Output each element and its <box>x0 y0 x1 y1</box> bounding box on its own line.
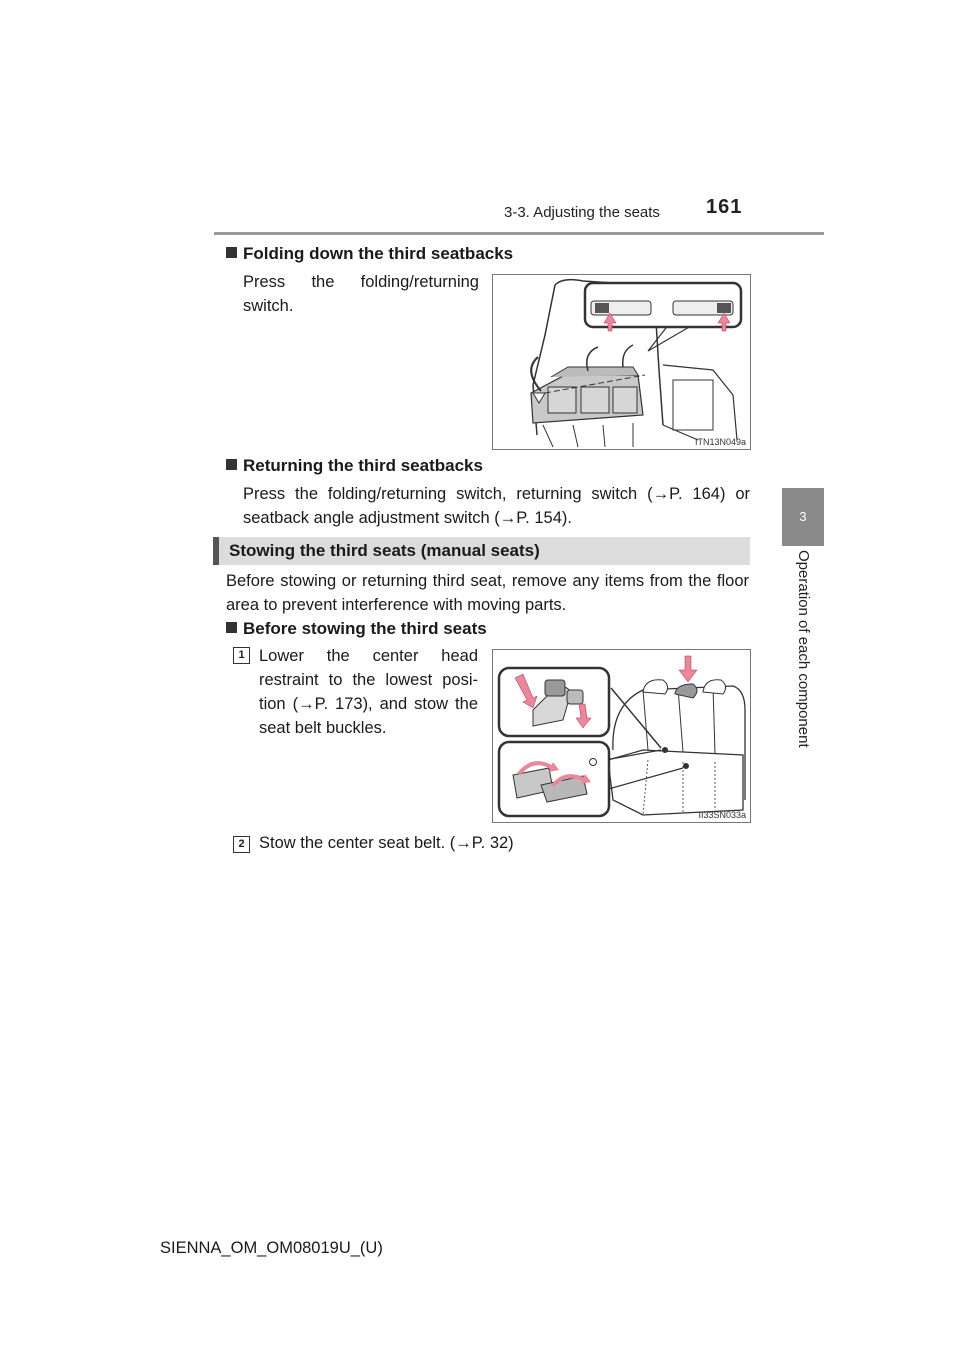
stowing-intro-line2: area to prevent interference with moving parts. <box>226 596 567 614</box>
step-1-line1: Lower the center head <box>259 647 478 665</box>
before-stowing-heading-text: Before stowing the third seats <box>243 619 487 638</box>
returning-text-line1: Press the folding/returning switch, returning switch (→P. 164) or <box>243 485 750 503</box>
folding-instruction: Press the folding/returning switch. <box>243 273 479 315</box>
step-1-text <box>259 644 478 740</box>
page-number: 161 <box>706 196 743 218</box>
step-number-1: 1 <box>233 647 250 664</box>
header-divider <box>214 232 824 235</box>
square-bullet-icon <box>226 247 237 258</box>
chapter-tab <box>782 488 824 546</box>
figure-id-label: ITN13N049a <box>694 437 746 447</box>
figure-id-label: II33SN033a <box>698 810 746 820</box>
document-code-footer: SIENNA_OM_OM08019U_(U) <box>160 1239 383 1257</box>
returning-heading <box>226 456 483 476</box>
stowing-illustration <box>493 650 750 822</box>
returning-text-line2: seatback angle adjustment switch (→P. 154). <box>243 509 572 527</box>
step-1-line3: tion (→P. 173), and stow the <box>259 695 478 713</box>
returning-heading-text: Returning the third seatbacks <box>243 456 483 475</box>
step-2-text: Stow the center seat belt. (→P. 32) <box>259 834 514 852</box>
stowing-intro-line1: Before stowing or returning third seat, remove any items from the floor <box>226 572 749 590</box>
step-number-2: 2 <box>233 836 250 853</box>
step-1-line2: restraint to the lowest posi- <box>259 671 478 689</box>
folding-illustration <box>493 275 750 449</box>
figure-seat-belt-stowing <box>492 649 751 823</box>
before-stowing-heading <box>226 619 487 639</box>
square-bullet-icon <box>226 459 237 470</box>
chapter-title: Operation of each component <box>795 550 812 748</box>
folding-heading-text: Folding down the third seatbacks <box>243 244 514 263</box>
folding-heading <box>226 244 513 264</box>
chapter-number: 3 <box>799 509 807 524</box>
chapter-side-title <box>782 550 824 760</box>
section-title-bar <box>213 537 750 565</box>
step-1-line4: seat belt buckles. <box>259 719 387 737</box>
figure-third-seat-folding <box>492 274 751 450</box>
square-bullet-icon <box>226 622 237 633</box>
section-header-title: 3-3. Adjusting the seats <box>504 204 660 221</box>
section-title: Stowing the third seats (manual seats) <box>229 541 540 560</box>
